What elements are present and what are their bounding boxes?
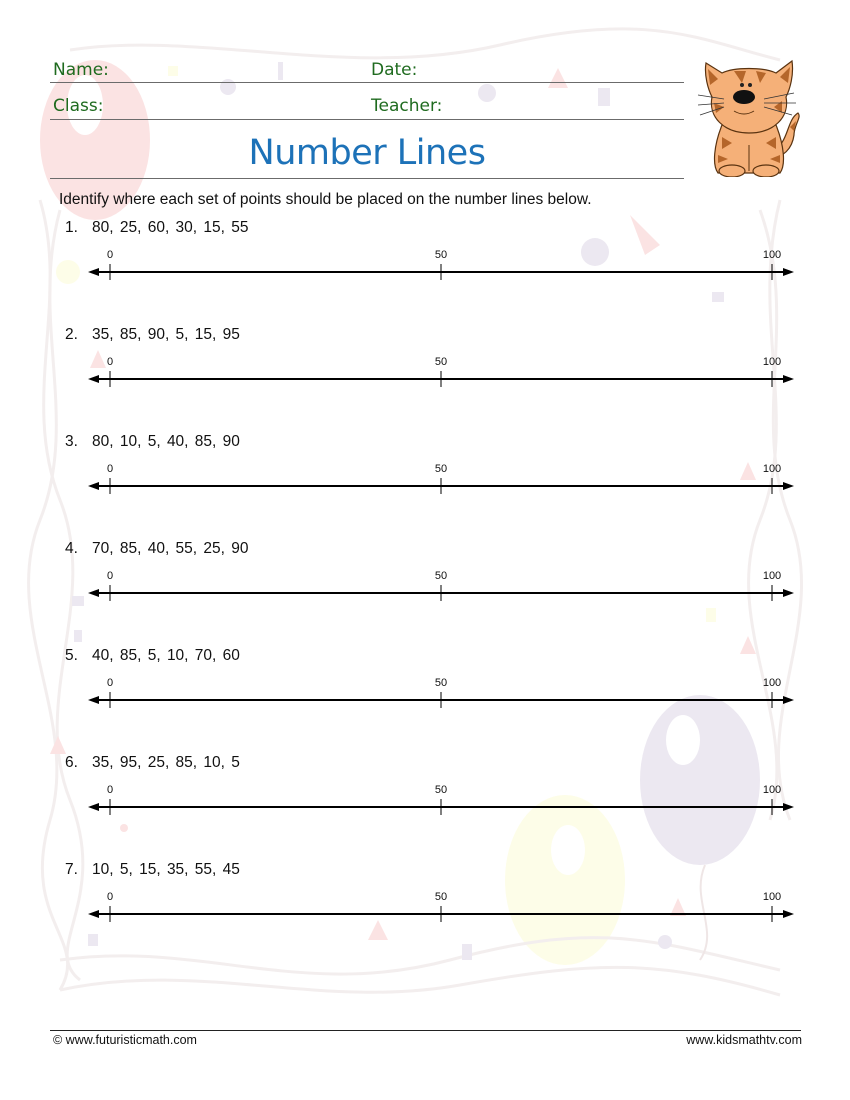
problem-number: 6. [65,754,78,771]
tick-label-100: 100 [762,463,782,475]
number-line [88,249,794,279]
problem-values: 35, 95, 25, 85, 10, 5 [92,754,240,771]
page-title: Number Lines [248,133,486,173]
class-label: Class: [53,96,104,116]
tick-label-100: 100 [762,784,782,796]
tick-label-50: 50 [434,677,448,689]
tick-label-0: 0 [106,356,114,368]
tick-label-100: 100 [762,891,782,903]
footer-divider [50,1030,801,1031]
tick-label-100: 100 [762,249,782,261]
number-line [88,463,794,493]
number-line-axis [88,263,794,281]
problem-number: 1. [65,219,78,236]
tick-label-0: 0 [106,570,114,582]
number-line-axis [88,584,794,602]
tick-label-0: 0 [106,249,114,261]
tick-label-50: 50 [434,249,448,261]
problem-values: 80, 25, 60, 30, 15, 55 [92,219,249,236]
number-line [88,356,794,386]
number-line [88,891,794,921]
tick-label-100: 100 [762,356,782,368]
problem-5 [0,647,850,754]
problem-values: 10, 5, 15, 35, 55, 45 [92,861,240,878]
number-line [88,570,794,600]
problem-values: 70, 85, 40, 55, 25, 90 [92,540,249,557]
number-line-axis [88,370,794,388]
problem-number: 4. [65,540,78,557]
tick-label-0: 0 [106,463,114,475]
date-label: Date: [371,60,418,80]
number-line-axis [88,691,794,709]
teacher-label: Teacher: [371,96,443,116]
tick-label-50: 50 [434,356,448,368]
number-line-axis [88,905,794,923]
problem-number: 2. [65,326,78,343]
tick-label-0: 0 [106,784,114,796]
problem-values: 40, 85, 5, 10, 70, 60 [92,647,240,664]
tick-label-100: 100 [762,570,782,582]
name-date-underline [50,82,684,83]
problem-number: 5. [65,647,78,664]
footer-site-link[interactable]: www.kidsmathtv.com [686,1033,802,1047]
footer-copyright-link[interactable]: © www.futuristicmath.com [53,1033,197,1047]
class-teacher-underline [50,119,684,120]
number-line-axis [88,477,794,495]
title-underline [50,178,684,179]
problem-values: 80, 10, 5, 40, 85, 90 [92,433,240,450]
problem-number: 3. [65,433,78,450]
tick-label-50: 50 [434,784,448,796]
problem-values: 35, 85, 90, 5, 15, 95 [92,326,240,343]
tick-label-50: 50 [434,891,448,903]
instructions: Identify where each set of points should be placed on the number lines below. [59,191,592,208]
tick-label-50: 50 [434,463,448,475]
problem-2 [0,326,850,433]
number-line-axis [88,798,794,816]
tick-label-50: 50 [434,570,448,582]
number-line [88,677,794,707]
tick-label-100: 100 [762,677,782,689]
cat-illustration [694,55,804,177]
name-label: Name: [53,60,109,80]
problem-number: 7. [65,861,78,878]
problem-3 [0,433,850,540]
problem-1 [0,219,850,326]
tick-label-0: 0 [106,891,114,903]
number-line [88,784,794,814]
problem-6 [0,754,850,861]
problem-4 [0,540,850,647]
problem-7 [0,861,850,968]
tick-label-0: 0 [106,677,114,689]
